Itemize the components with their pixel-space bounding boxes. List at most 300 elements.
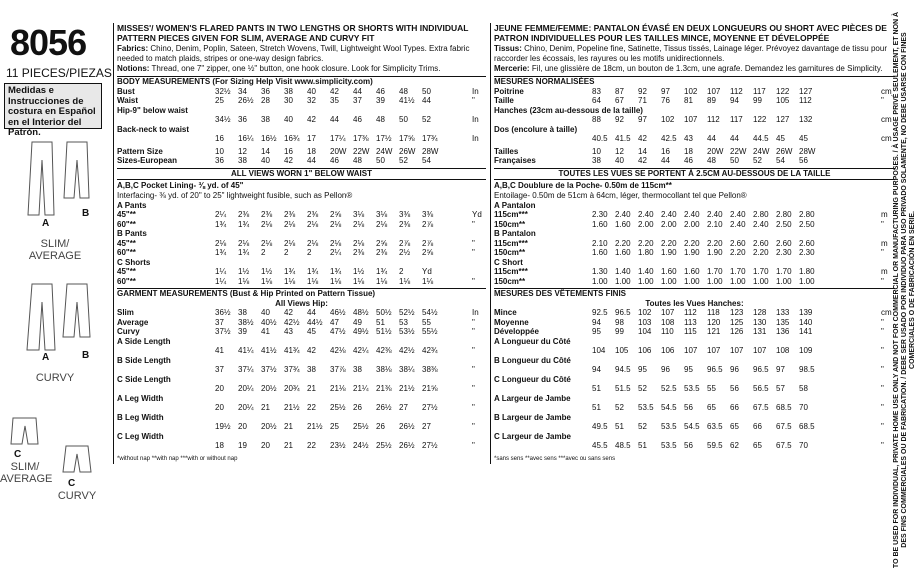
table-cell: 37 — [215, 365, 224, 375]
table-cell: 96 — [661, 365, 670, 375]
table-row — [494, 267, 895, 277]
row-label — [117, 422, 215, 432]
view-letter-b-curvy: B — [82, 350, 90, 361]
row-label: 60"** — [117, 276, 136, 286]
table-cell: 126 — [730, 327, 744, 337]
view-letter-a: A — [42, 218, 50, 229]
table-row — [494, 432, 895, 442]
table-cell: 2.80 — [799, 210, 815, 219]
table-cell: 127 — [799, 86, 813, 96]
table-cell: 20¼ — [238, 384, 254, 394]
table-cell: 1.60 — [684, 267, 700, 276]
table-cell: 64 — [592, 96, 601, 105]
table-cell: 1.70 — [730, 267, 746, 276]
table-cell: 128 — [753, 308, 767, 318]
table-cell: 22W — [353, 146, 370, 156]
table-cell: 10 — [215, 146, 224, 156]
table-cell: 107 — [661, 308, 675, 318]
yardage-view-heading: A Pantalon — [494, 200, 536, 210]
row-label — [117, 365, 215, 375]
table-row — [494, 248, 895, 258]
table-cell: 2⅜ — [376, 248, 388, 257]
table-cell: 44 — [353, 86, 362, 96]
table-cell: 1.30 — [592, 267, 608, 276]
table-cell: 2.20 — [661, 238, 677, 248]
table-cell: 67 — [615, 96, 624, 105]
row-label: Curvy — [117, 327, 140, 337]
table-cell: 34 — [238, 86, 247, 96]
table-cell: 49½ — [353, 327, 369, 337]
table-cell: 66 — [753, 422, 762, 432]
table-row — [117, 394, 486, 404]
table-cell: 44 — [730, 134, 739, 143]
table-cell: 105 — [615, 346, 629, 356]
row-unit: " — [472, 384, 475, 394]
fabrics-label: Fabrics: — [117, 44, 149, 53]
table-cell: 21½ — [399, 384, 415, 394]
row-label: Développée — [494, 327, 539, 337]
table-cell: 139 — [799, 308, 813, 318]
table-row — [117, 115, 486, 125]
table-row — [117, 356, 486, 366]
table-cell: 42 — [307, 115, 316, 124]
yardage-view-heading: B Pantalon — [494, 229, 536, 238]
table-cell: 107 — [684, 115, 698, 124]
table-cell: 121 — [707, 327, 721, 337]
table-cell: 42½ — [399, 346, 415, 356]
table-row — [117, 96, 486, 106]
row-unit: In — [472, 308, 479, 318]
table-cell: 68.5 — [799, 422, 815, 432]
table-cell: 20¾ — [284, 384, 300, 394]
french-title: JEUNE FEMME/FEMME: PANTALON ÉVASÉ EN DEUX LONGUEURS OU SHORT AVEC PIÈCES DE PATRON INDIVIDUELLES POUR LES TAILLES MINCE, MOYENNE ET DÉVELOPPÉE — [494, 23, 887, 43]
table-cell: 3⅛ — [376, 210, 388, 219]
table-cell: 51 — [615, 422, 624, 432]
table-row — [494, 125, 895, 135]
table-cell: 2⅜ — [307, 210, 319, 219]
table-cell: 16 — [215, 134, 224, 143]
row-label: C Longueur du Côté — [494, 374, 571, 384]
table-cell: 51 — [592, 403, 601, 413]
table-cell: 2.40 — [730, 219, 746, 229]
table-cell: 1.40 — [615, 267, 631, 276]
row-label — [494, 384, 592, 394]
table-cell: 45 — [799, 134, 808, 143]
table-row — [494, 134, 895, 144]
row-unit: " — [472, 403, 475, 413]
table-cell: 38 — [238, 308, 247, 318]
table-cell: 98.5 — [799, 365, 815, 375]
row-label: 115cm*** — [494, 267, 528, 276]
row-unit: " — [881, 365, 884, 375]
table-cell: 2⅝ — [330, 210, 342, 219]
table-row — [117, 267, 486, 277]
table-row — [494, 365, 895, 375]
table-cell: 56 — [684, 403, 693, 413]
fabrics-text: Chino, Denim, Poplin, Sateen, Stretch Wovens, Twill, Lightweight Wool Types. Extra fabric needed to match plaids, stripes or one-way design fabrics. — [117, 44, 470, 63]
row-label: A Side Length — [117, 336, 171, 346]
table-cell: 35 — [330, 96, 339, 105]
row-label: 150cm** — [494, 276, 526, 286]
table-cell: 50 — [376, 156, 385, 165]
row-label — [117, 346, 215, 356]
table-cell: 41¼ — [238, 346, 254, 356]
table-cell: 40 — [284, 115, 293, 124]
table-row — [494, 115, 895, 125]
table-cell: 1.00 — [615, 276, 631, 286]
table-cell: 52 — [399, 156, 408, 165]
table-cell: 70 — [799, 441, 808, 451]
table-cell: 2.20 — [684, 238, 700, 248]
table-cell: 94 — [730, 96, 739, 105]
table-row — [117, 327, 486, 337]
table-cell: 120 — [707, 317, 721, 327]
row-label: Sizes-European — [117, 156, 178, 165]
table-cell: 1½ — [353, 267, 365, 276]
tissus-text: Chino, Denim, Popeline fine, Satinette, Tissus tissés, Lainage léger. Prévoyez davantage de tissu pour raccorder les écossais, les rayures ou les motifs unidirectionnels. — [494, 44, 887, 63]
table-cell: 81 — [684, 96, 693, 105]
table-cell: 102 — [684, 86, 698, 96]
row-label: Tailles — [494, 146, 519, 156]
table-cell: 28W — [799, 146, 816, 156]
row-unit: " — [472, 248, 475, 257]
row-unit: " — [472, 96, 475, 105]
table-row — [117, 134, 486, 144]
table-cell: 1.60 — [592, 219, 608, 229]
row-unit — [472, 356, 486, 366]
row-unit: In — [472, 134, 479, 143]
pieces-count: 11 PIECES/PIEZAS — [6, 66, 112, 80]
table-cell: 17½ — [376, 134, 392, 143]
table-row — [117, 413, 486, 423]
table-cell: 48½ — [353, 308, 369, 318]
spanish-note: Medidas e Instrucciones de costura en Español en el Interior del Patrón. — [4, 83, 102, 129]
table-cell: 1⅛ — [353, 276, 365, 286]
usage-note-text: TO BE USED FOR INDIVIDUAL, PRIVATE HOME USE ONLY AND NOT FOR COMMERCIAL OR MANUFACTURING PURPOSES. / À USAGE PRIVÉ SEULEMENT, ET NON À DES FINS COMMERCIALES OU DE FABRICATION. / DEBE SER USADO POR INDIVIDUO PARA USO PRIVADO SOLAMENTE, NO DEBE USARSE CON FINES COMERCIALES O DE FABRICACIÓN EN SERIE. — [893, 11, 916, 569]
table-cell: 44 — [422, 96, 431, 105]
table-cell: 107 — [730, 346, 744, 356]
table-cell: 21 — [284, 422, 293, 432]
table-row — [494, 346, 895, 356]
row-label: Hip-9" below waist — [117, 105, 188, 115]
table-cell: 1¾ — [376, 267, 388, 276]
table-cell: 53.5 — [661, 441, 677, 451]
table-cell: 118 — [707, 308, 720, 318]
interfacing: Interfacing- ⅜ yd. of 20" to 25" lightweight fusible, such as Pellon® — [117, 191, 353, 200]
table-cell: 2.30 — [776, 248, 792, 257]
table-cell: 107 — [684, 346, 698, 356]
table-cell: 24W — [376, 146, 393, 156]
table-cell: 2.20 — [707, 238, 723, 248]
table-cell: 22 — [307, 403, 316, 413]
table-cell: 1.60 — [615, 219, 631, 229]
table-cell: 42½ — [284, 317, 300, 327]
table-cell: 41 — [215, 346, 224, 356]
entoilage: Entoilage- 0.50m de 51cm à 64cm, léger, thermocollant tel que Pellon® — [494, 191, 747, 200]
table-cell: 1⅛ — [261, 276, 273, 286]
table-cell: 1.70 — [776, 267, 792, 276]
table-cell: 125 — [730, 317, 744, 327]
row-label: B Side Length — [117, 355, 171, 365]
table-cell: 2⅜ — [238, 210, 250, 219]
table-cell: 96.5 — [615, 308, 631, 318]
table-cell: 1¾ — [215, 219, 227, 229]
table-cell: 44 — [307, 156, 316, 165]
notions-text: Thread, one 7" zipper, one ½" button, one hook closure. Look for Simplicity Trims. — [151, 64, 441, 73]
table-cell: 46½ — [330, 308, 346, 318]
table-row — [117, 432, 486, 442]
table-cell: 94 — [592, 365, 601, 375]
table-cell: 1.70 — [707, 267, 723, 276]
table-cell: 112 — [684, 308, 697, 318]
row-label: C Leg Width — [117, 431, 164, 441]
table-cell: 20½ — [261, 422, 277, 432]
table-cell: 52½ — [399, 308, 415, 318]
table-row — [494, 318, 895, 328]
table-row — [117, 422, 486, 432]
row-label — [494, 422, 592, 432]
row-label: 150cm** — [494, 248, 526, 257]
table-cell: 27½ — [422, 403, 438, 413]
row-label: Bust — [117, 86, 135, 96]
body-measurements-heading: BODY MEASUREMENTS (For Sizing Help Visit www.simplicity.com) — [117, 76, 373, 86]
table-cell: 94.5 — [615, 365, 631, 375]
table-row — [494, 147, 895, 157]
table-cell: 140 — [799, 317, 813, 327]
table-cell: 38 — [238, 156, 247, 165]
table-cell: 109 — [799, 346, 813, 356]
table-cell: 1.60 — [661, 267, 677, 276]
table-cell: 17 — [307, 134, 316, 143]
table-cell: 54½ — [422, 308, 438, 318]
table-cell: 37½ — [261, 365, 277, 375]
table-cell: 107 — [707, 86, 721, 96]
table-cell: 36 — [238, 115, 247, 124]
table-cell: 52 — [638, 422, 647, 432]
mercerie-text: Fil, une glissière de 18cm, un bouton de 1.3cm, une agrafe. Demandez les garnitures de Simplicity. — [531, 64, 883, 73]
row-label — [494, 403, 592, 413]
row-unit: " — [881, 248, 884, 257]
table-row — [494, 375, 895, 385]
table-cell: 52 — [638, 384, 647, 394]
table-cell: 53.5 — [661, 422, 677, 432]
table-cell: 48.5 — [615, 441, 631, 451]
table-cell: 20W — [707, 146, 724, 156]
table-cell: 115 — [684, 327, 697, 337]
row-unit: cm — [881, 308, 892, 318]
table-cell: 1⅛ — [399, 276, 411, 286]
table-row — [494, 403, 895, 413]
english-title: MISSES'/ WOMEN'S FLARED PANTS IN TWO LENGTHS OR SHORTS WITH INDIVIDUAL PATTERN PIECES GIVEN FOR SLIM, AVERAGE AND CURVY FIT — [117, 23, 469, 43]
row-label: C Side Length — [117, 374, 171, 384]
row-unit: " — [881, 346, 884, 356]
table-cell: 133 — [776, 308, 790, 318]
table-cell: 1¾ — [330, 267, 342, 276]
view-letter-a-curvy: A — [42, 352, 50, 363]
table-cell: 1.00 — [707, 276, 723, 286]
table-cell: 26½ — [399, 422, 415, 432]
table-cell: 2⅜ — [284, 210, 296, 219]
table-cell: 2.40 — [707, 210, 723, 219]
table-cell: 76 — [661, 96, 670, 105]
table-cell: 26½ — [399, 441, 415, 451]
table-cell: 1.90 — [684, 248, 700, 257]
table-row — [494, 384, 895, 394]
table-cell: 40 — [615, 156, 624, 165]
table-cell: 54 — [422, 156, 431, 165]
table-cell: 38 — [284, 86, 293, 96]
table-cell: 141 — [799, 327, 813, 337]
table-cell: 53.5 — [684, 384, 700, 394]
table-cell: 68.5 — [776, 403, 792, 413]
table-cell: 21½ — [284, 403, 300, 413]
table-cell: 12 — [615, 146, 624, 156]
row-unit: " — [472, 327, 475, 337]
table-cell: 97 — [638, 115, 647, 124]
french-column — [490, 23, 895, 464]
table-cell: 2⅛ — [353, 219, 365, 229]
table-cell: 94 — [592, 317, 601, 327]
row-label — [117, 134, 215, 144]
table-cell: 38 — [307, 365, 316, 375]
table-cell: 95 — [638, 365, 647, 375]
row-unit: " — [881, 403, 884, 413]
table-row — [494, 441, 895, 451]
table-cell: 1.00 — [661, 276, 677, 286]
table-cell: 1¾ — [238, 248, 250, 257]
table-cell: 14 — [638, 146, 647, 156]
table-cell: 34½ — [215, 115, 231, 124]
row-unit: " — [472, 276, 475, 286]
table-cell: 25 — [215, 96, 224, 105]
table-cell: 26½ — [376, 403, 392, 413]
row-label: 60"** — [117, 219, 136, 229]
table-cell: 2 — [399, 267, 404, 276]
table-cell: 67.5 — [776, 422, 792, 432]
table-cell: 17¼ — [330, 134, 346, 143]
table-row — [494, 220, 895, 230]
table-cell: 67.5 — [753, 403, 769, 413]
table-cell: 42 — [284, 156, 293, 165]
table-cell: 49 — [353, 317, 362, 327]
table-cell: 16¾ — [284, 134, 300, 143]
table-cell: 54.5 — [684, 422, 700, 432]
table-row — [117, 106, 486, 116]
table-cell: 96.5 — [753, 365, 769, 375]
table-cell: 2⅝ — [376, 238, 388, 248]
table-cell: 1⅛ — [376, 276, 388, 286]
table-cell: 70 — [799, 403, 808, 413]
table-cell: 44 — [661, 156, 670, 165]
table-cell: 53 — [399, 317, 408, 327]
tissus-label: Tissus: — [494, 44, 522, 53]
table-cell: 51 — [376, 317, 385, 327]
row-label — [494, 346, 592, 356]
table-cell: 96.5 — [707, 365, 723, 375]
table-cell: 41½ — [399, 96, 415, 105]
table-cell: 2⅞ — [422, 219, 434, 229]
table-cell: 42 — [307, 346, 316, 356]
mercerie-label: Mercerie: — [494, 64, 530, 73]
row-label: 45"** — [117, 238, 136, 248]
table-cell: 17⅜ — [353, 134, 369, 143]
table-cell: 2.50 — [776, 219, 792, 229]
table-cell: 108 — [661, 317, 675, 327]
table-cell: 92.5 — [592, 308, 608, 318]
table-cell: 88 — [592, 115, 601, 124]
table-cell: 112 — [799, 96, 812, 105]
row-unit: " — [472, 422, 475, 432]
table-cell: 1.80 — [638, 248, 654, 257]
table-cell: 83 — [592, 86, 601, 96]
table-cell: 44 — [707, 134, 716, 143]
row-unit — [472, 267, 486, 277]
table-cell: 1.80 — [799, 267, 815, 276]
table-cell: 3⅜ — [422, 210, 434, 219]
table-cell: 26 — [376, 422, 385, 432]
table-cell: 51½ — [376, 327, 392, 337]
table-cell: 42 — [330, 86, 339, 96]
table-cell: 2⅛ — [261, 219, 273, 229]
table-cell: 40 — [261, 308, 270, 318]
table-cell: 2.20 — [753, 248, 769, 257]
view-letter-b: B — [82, 208, 90, 219]
table-cell: 20 — [215, 403, 224, 413]
table-cell: 20¼ — [238, 403, 254, 413]
table-cell: 26W — [399, 146, 416, 156]
table-cell: 41.5 — [615, 134, 631, 143]
table-cell: 106 — [638, 346, 652, 356]
table-row — [117, 365, 486, 375]
table-cell: 38 — [592, 156, 601, 165]
row-unit: " — [472, 441, 475, 451]
row-unit: " — [881, 384, 884, 394]
table-cell: 52.5 — [661, 384, 677, 394]
table-cell: 40.5 — [592, 134, 608, 143]
tailles-table — [494, 147, 895, 166]
table-cell: 122 — [753, 115, 767, 124]
table-cell: 17¾ — [422, 134, 438, 143]
table-cell: 2.30 — [592, 210, 608, 219]
table-cell: 21 — [261, 403, 270, 413]
table-cell: 49.5 — [592, 422, 608, 432]
row-unit: " — [881, 327, 884, 337]
table-cell: 2 — [307, 248, 312, 257]
row-label: Taille — [494, 96, 514, 105]
table-cell: 2½ — [399, 248, 411, 257]
garment-measurements-heading: GARMENT MEASUREMENTS (Bust & Hip Printed on Pattern Tissue) — [117, 289, 376, 298]
table-cell: 1.60 — [615, 248, 631, 257]
table-cell: 24W — [753, 146, 770, 156]
table-cell: 2⅛ — [353, 238, 365, 248]
table-row — [117, 156, 486, 166]
table-cell: 56 — [730, 384, 739, 394]
table-cell: 2⅛ — [284, 238, 296, 248]
label-slim-average-shorts: SLIM/ AVERAGE — [0, 461, 53, 485]
table-cell: 38½ — [238, 317, 254, 327]
table-cell: 47 — [330, 317, 339, 327]
footnote: *without nap **with nap ***with or without nap — [117, 455, 238, 462]
table-cell: 46 — [330, 156, 339, 165]
table-cell: 20 — [261, 441, 270, 451]
table-cell: 2.40 — [661, 210, 677, 219]
mesures-table — [494, 87, 895, 144]
table-cell: 38⅜ — [422, 365, 438, 375]
table-cell: 2.60 — [730, 238, 746, 248]
table-cell: 1.90 — [661, 248, 677, 257]
vetements-table — [494, 308, 895, 451]
table-cell: 117 — [753, 86, 766, 96]
